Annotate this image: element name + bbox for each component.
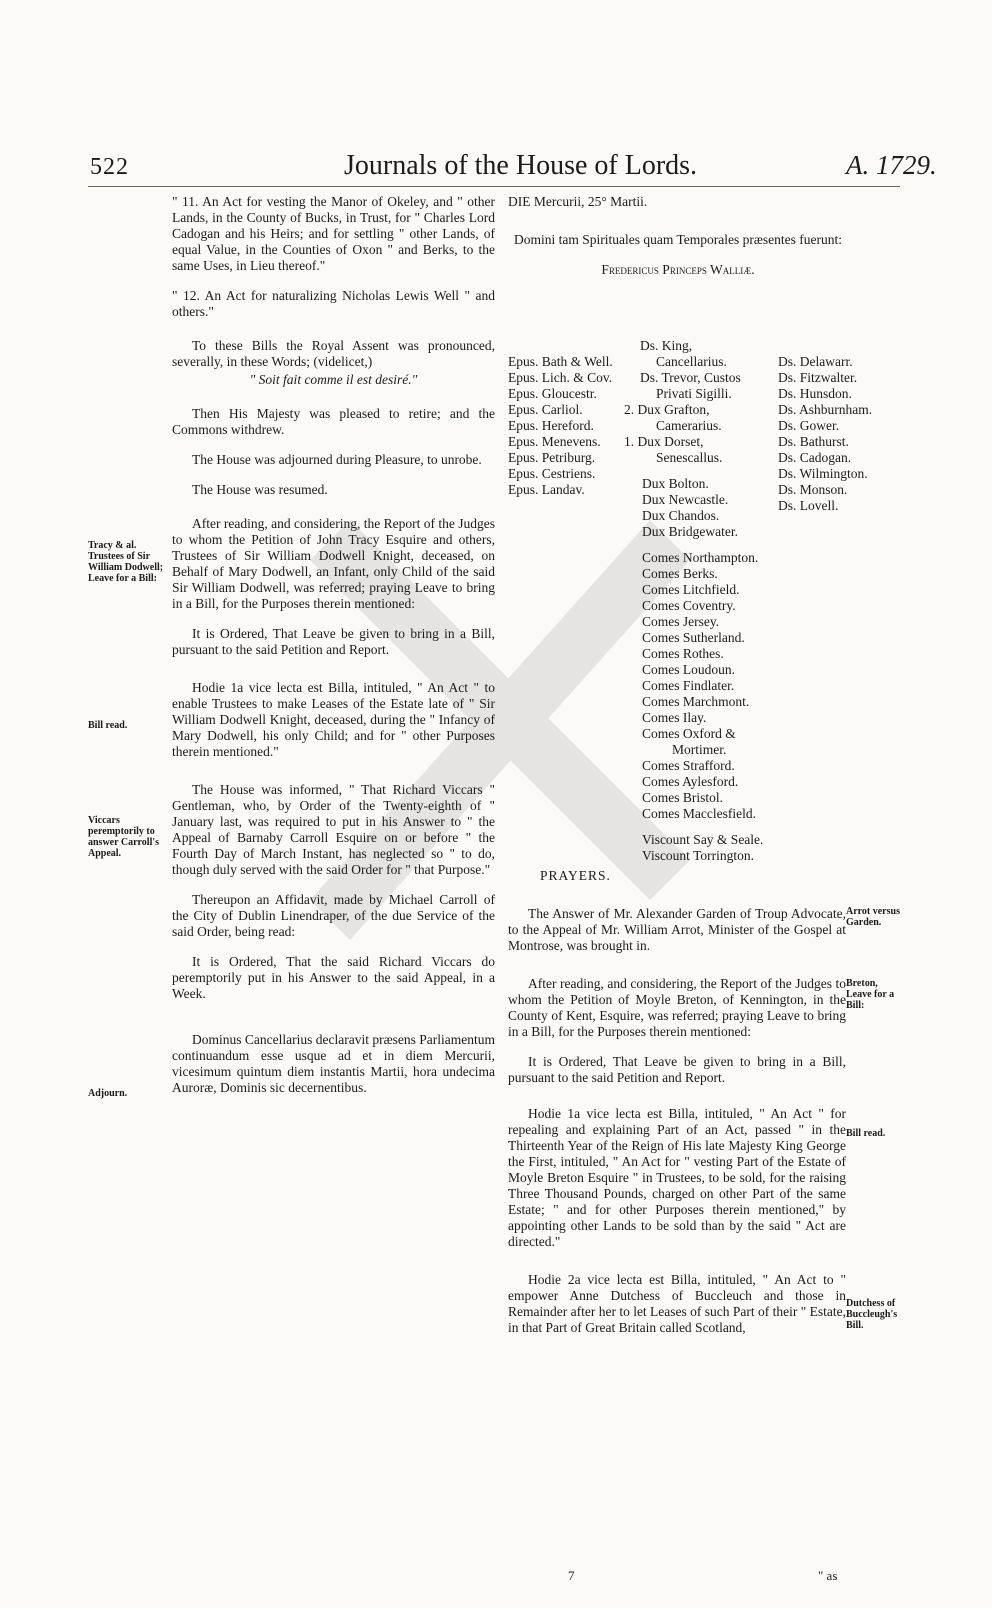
earl-item: Mortimer. [672, 742, 727, 757]
baron-item: Ds. Cadogan. [778, 450, 852, 465]
header-rule [88, 186, 900, 187]
baron-item: Ds. Gower. [778, 418, 840, 433]
earl-item: Comes Bristol. [642, 790, 724, 805]
viccars-order: It is Ordered, That the said Richard Viccars do peremptorily put in his Answer to the said Appeal, in a Week. [172, 954, 495, 1001]
bishop-item: Epus. Gloucestr. [508, 386, 597, 401]
baron-item: Ds. Delawarr. [778, 354, 853, 369]
day-heading-block [508, 194, 848, 278]
house-resumed: The House was resumed. [192, 482, 328, 497]
viscount-item: Viscount Say & Seale. [642, 832, 764, 847]
left-column [172, 194, 495, 1110]
earl-item: Comes Ilay. [642, 710, 707, 725]
royal-assent-formula: " Soit fait comme il est desiré." [249, 372, 418, 387]
earl-item: Comes Oxford & [642, 726, 736, 741]
margin-note-tracy: Tracy & al. Trustees of Sir William Dodwell; Leave for a Bill: [88, 540, 164, 584]
tracy-report: After reading, and considering, the Report of the Judges to whom the Petition of John Tracy Esquire and others, Trustees of Sir William Dodwell Knight, deceased, on Behalf of Mary Dodwell, an Infant, only Child of the said Sir William Dodwell, was referred; praying Leave to bring in a Bill, for the Purposes therein mentioned: [172, 516, 495, 611]
breton-order: It is Ordered, That Leave be given to bring in a Bill, pursuant to the said Petition and Report. [508, 1054, 846, 1085]
signature-mark: 7 [568, 1568, 575, 1583]
present-heading: Domini tam Spirituales quam Temporales præsentes fuerunt: [514, 232, 842, 247]
house-adjourned: The House was adjourned during Pleasure, to unrobe. [192, 452, 482, 467]
earl-item: Comes Rothes. [642, 646, 724, 661]
officer-item: 2. Dux Grafton, [624, 402, 710, 417]
officer-item: 1. Dux Dorset, [624, 434, 704, 449]
breton-bill-read: Hodie 1a vice lecta est Billa, intituled, " An Act " for repealing and explaining Part of an Act, passed " in the Thirteenth Year of the Reign of His late Majesty King George the First, intituled, " An Act for " vesting Part of the Estate of Moyle Breton Esquire " in Trustees, to be sold, for the raising Three Thousand Pounds, charged on other Part of the same Estate; " and for other Purposes therein mentioned," by appointing other Lands to be sold than by the said " Act are directed." [508, 1106, 846, 1249]
officer-item: Ds. Trevor, Custos [640, 370, 741, 385]
margin-note-bill-read: Bill read. [88, 720, 128, 731]
margin-note-viccars: Viccars peremptorily to answer Carroll's Appeal. [88, 815, 160, 859]
duke-item: Dux Bolton. [642, 476, 709, 491]
earl-item: Comes Marchmont. [642, 694, 750, 709]
margin-note-adjourn: Adjourn. [88, 1088, 128, 1099]
baron-item: Ds. Fitzwalter. [778, 370, 858, 385]
margin-note-breton: Breton, Leave for a Bill: [846, 978, 895, 1011]
earl-item: Comes Strafford. [642, 758, 735, 773]
earl-item: Comes Macclesfield. [642, 806, 756, 821]
bishop-item: Epus. Hereford. [508, 418, 594, 433]
duke-item: Dux Newcastle. [642, 492, 729, 507]
baron-item: Ds. Hunsdon. [778, 386, 852, 401]
duke-item: Dux Chandos. [642, 508, 720, 523]
earl-item: Comes Jersey. [642, 614, 720, 629]
margin-note-bill-read-right: Bill read. [846, 1128, 886, 1139]
date-heading: DIE Mercurii, 25° Martii. [508, 194, 648, 209]
duke-item: Dux Bridgewater. [642, 524, 738, 539]
bishop-item: Epus. Menevens. [508, 434, 601, 449]
act-11: " 11. An Act for vesting the Manor of Okeley, and " other Lands, in the County of Bucks, in Trust, for " Charles Lord Cadogan and his Heirs; and for settling " other Lands, of equal Value, in the Counties of Oxon " and Berks, to the same Uses, in Lieu thereof." [172, 194, 495, 273]
bishop-item: Epus. Petriburg. [508, 450, 596, 465]
act-12: " 12. An Act for naturalizing Nicholas Lewis Well " and others." [172, 288, 495, 319]
earl-item: Comes Loudoun. [642, 662, 735, 677]
officers-list [624, 338, 763, 864]
majesty-retire: Then His Majesty was pleased to retire; and the Commons withdrew. [172, 406, 495, 437]
barons-list [778, 354, 872, 514]
margin-note-arrot: Arrot versus Garden. [846, 906, 900, 928]
bishop-item: Epus. Carliol. [508, 402, 583, 417]
bishop-item: Epus. Cestriens. [508, 466, 596, 481]
baron-item: Ds. Wilmington. [778, 466, 868, 481]
earl-item: Comes Findlater. [642, 678, 735, 693]
page-number: 522 [90, 154, 129, 180]
bishops-list [508, 354, 613, 498]
journal-year: A. 1729. [846, 150, 937, 180]
carroll-affidavit: Thereupon an Affidavit, made by Michael Carroll of the City of Dublin Linendraper, of the due Service of the said Order, being read: [172, 892, 495, 939]
viccars-informed: The House was informed, " That Richard Viccars " Gentleman, who, by Order of the Twenty-eighth of " January last, was required to put in his Answer to " the Appeal of Barnaby Carroll Esquire on or before " the Fourth Day of March Instant, has neglected so " to do, though duly served with the said Order for " that Purpose." [172, 782, 495, 877]
prayers-heading: PRAYERS. [540, 868, 611, 883]
officer-item: Cancellarius. [656, 354, 727, 369]
viscount-item: Viscount Torrington. [642, 848, 754, 863]
baron-item: Ds. Bathurst. [778, 434, 849, 449]
bishop-item: Epus. Landav. [508, 482, 585, 497]
baron-item: Ds. Lovell. [778, 498, 839, 513]
earl-item: Comes Litchfield. [642, 582, 740, 597]
garden-answer: The Answer of Mr. Alexander Garden of Troup Advocate, to the Appeal of Mr. William Arrot, Minister of the Gospel at Montrose, was brought in. [508, 906, 846, 953]
breton-report: After reading, and considering, the Report of the Judges to whom the Petition of Moyle Breton, of Kennington, in the County of Kent, Esquire, was referred; praying Leave to bring in a Bill, for the Purposes therein mentioned: [508, 976, 846, 1039]
officer-item: Senescallus. [656, 450, 723, 465]
earl-item: Comes Northampton. [642, 550, 759, 565]
officer-item: Ds. King, [640, 338, 693, 353]
baron-item: Ds. Monson. [778, 482, 848, 497]
earl-item: Comes Coventry. [642, 598, 736, 613]
earl-item: Comes Berks. [642, 566, 718, 581]
journal-title: Journals of the House of Lords. [344, 150, 698, 181]
right-column-body [508, 906, 846, 1338]
adjournment-latin: Dominus Cancellarius declaravit præsens Parliamentum continuandum esse usque ad et in diem Mercurii, vicesimum quintum diem instantis Martii, hora undecima Auroræ, Dominis sic decernentibus. [172, 1032, 495, 1095]
earl-item: Comes Aylesford. [642, 774, 739, 789]
margin-note-buccleugh: Dutchess of Buccleugh's Bill. [846, 1298, 898, 1331]
officer-item: Camerarius. [656, 418, 722, 433]
catchword: " as [818, 1568, 838, 1583]
officer-item: Privati Sigilli. [656, 386, 732, 401]
buccleuch-bill-read: Hodie 2a vice lecta est Billa, intituled, " An Act to " empower Anne Dutchess of Buccleuch and those in Remainder after her to let Leases of such Part of their " Estate, in that Part of Great Britain called Scotland, [508, 1272, 847, 1335]
bishop-item: Epus. Lich. & Cov. [508, 370, 613, 385]
baron-item: Ds. Ashburnham. [778, 402, 873, 417]
royal-assent-text: To these Bills the Royal Assent was pronounced, severally, in these Words; (videlicet,) [172, 338, 495, 369]
tracy-order: It is Ordered, That Leave be given to bring in a Bill, pursuant to the said Petition and Report. [172, 626, 495, 657]
earl-item: Comes Sutherland. [642, 630, 745, 645]
prince-line: Fredericus Princeps Walliæ. [601, 262, 755, 277]
bishop-item: Epus. Bath & Well. [508, 354, 613, 369]
dodwell-bill-read: Hodie 1a vice lecta est Billa, intituled, " An Act " to enable Trustees to make Leases of the Estate late of " Sir William Dodwell Knight, deceased, during the " Infancy of Mary Dodwell, his only Child; and for " other Purposes therein mentioned." [172, 680, 495, 759]
